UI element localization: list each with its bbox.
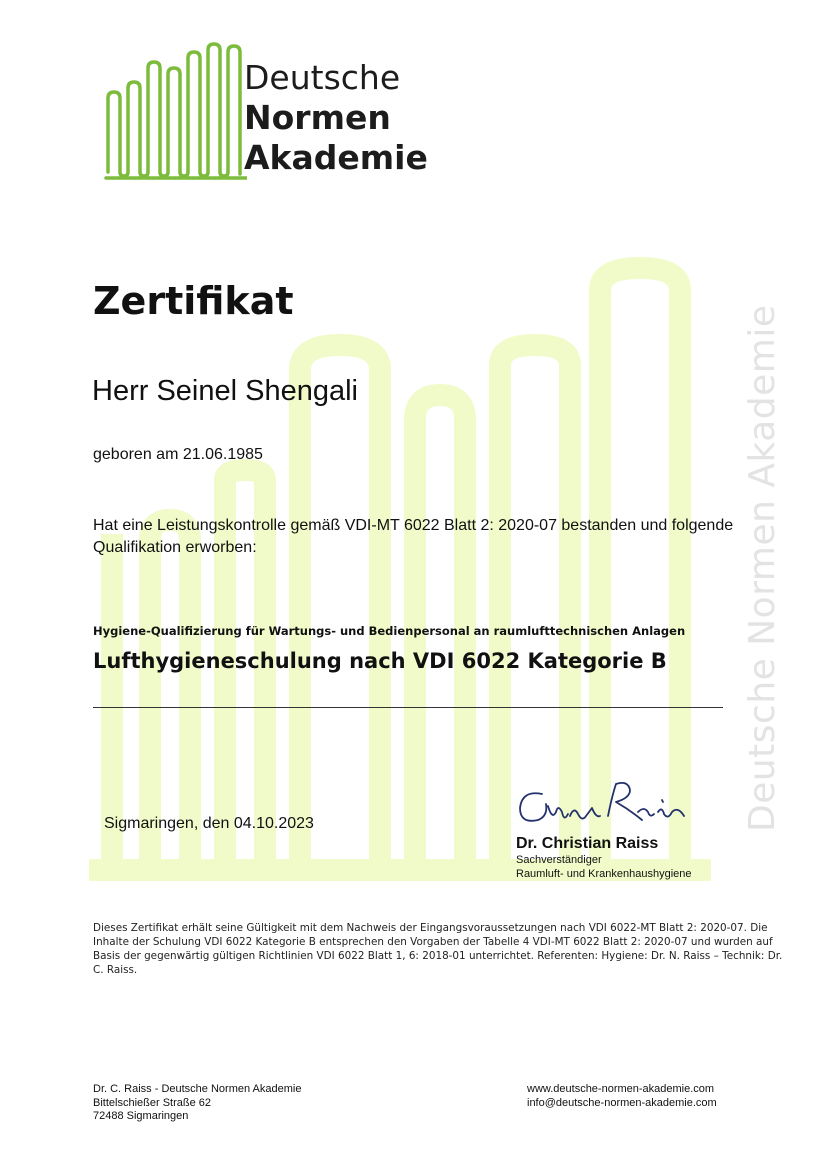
recipient-name: Herr Seinel Shengali	[92, 375, 358, 407]
signature-stroke	[520, 783, 684, 821]
watermark-text: Deutsche Normen Akademie	[742, 304, 783, 832]
logo-mark-icon	[102, 40, 247, 190]
validity-footnote: Dieses Zertifikat erhält seine Gültigkeit mit dem Nachweis der Eingangsvoraussetzungen nach VDI 6022-MT Blatt 2: 2020-07. Die Inhalte der Schulung VDI 6022 Kategorie B entsprechen den Vorgaben der Tabelle 4 VDI-MT 6022 Blatt 2: 2020-07 und wurden auf Basis der gegenwärtig gültigen Richtlinien VDI 6022 Blatt 1, 6: 2018-01 unterrichtet. Referenten: Hygiene: Dr. N. Raiss – Technik: Dr. C. Raiss.	[93, 922, 783, 976]
footer-address-line: Bittelschießer Straße 62	[93, 1096, 211, 1109]
birth-date: geboren am 21.06.1985	[93, 446, 263, 463]
certificate-title: Zertifikat	[93, 279, 294, 323]
place-and-date: Sigmaringen, den 04.10.2023	[104, 815, 314, 832]
footer-address-line: Dr. C. Raiss - Deutsche Normen Akademie	[93, 1083, 302, 1095]
footer-email-link[interactable]: info@deutsche-normen-akademie.com	[527, 1096, 717, 1109]
footer-address-line: 72488 Sigmaringen	[93, 1110, 189, 1122]
qualification-title: Lufthygieneschulung nach VDI 6022 Kategorie B	[93, 649, 667, 673]
signer-role: Raumluft- und Krankenhaushygiene	[516, 868, 692, 880]
logo-text-line: Deutsche	[244, 58, 401, 97]
footer-website-link[interactable]: www.deutsche-normen-akademie.com	[527, 1083, 715, 1095]
divider	[93, 707, 723, 708]
logo-text-line: Normen	[244, 98, 391, 137]
logo-text-line: Akademie	[244, 138, 428, 177]
signer-name: Dr. Christian Raiss	[516, 835, 659, 852]
footer-contact	[527, 1083, 717, 1110]
watermark-wave-path	[112, 268, 680, 860]
achievement-statement: Hat eine Leistungskontrolle gemäß VDI-MT 6022 Blatt 2: 2020-07 bestanden und folgende Qualifikation erworben:	[93, 517, 734, 556]
logo	[102, 40, 462, 190]
signature-icon	[512, 776, 692, 836]
signer-role: Sachverständiger	[516, 854, 602, 866]
footer-address	[93, 1083, 301, 1124]
qualification-subtitle: Hygiene-Qualifizierung für Wartungs- und Bedienpersonal an raumlufttechnischen Anlagen	[93, 624, 686, 638]
logo-wave-path	[106, 44, 247, 178]
